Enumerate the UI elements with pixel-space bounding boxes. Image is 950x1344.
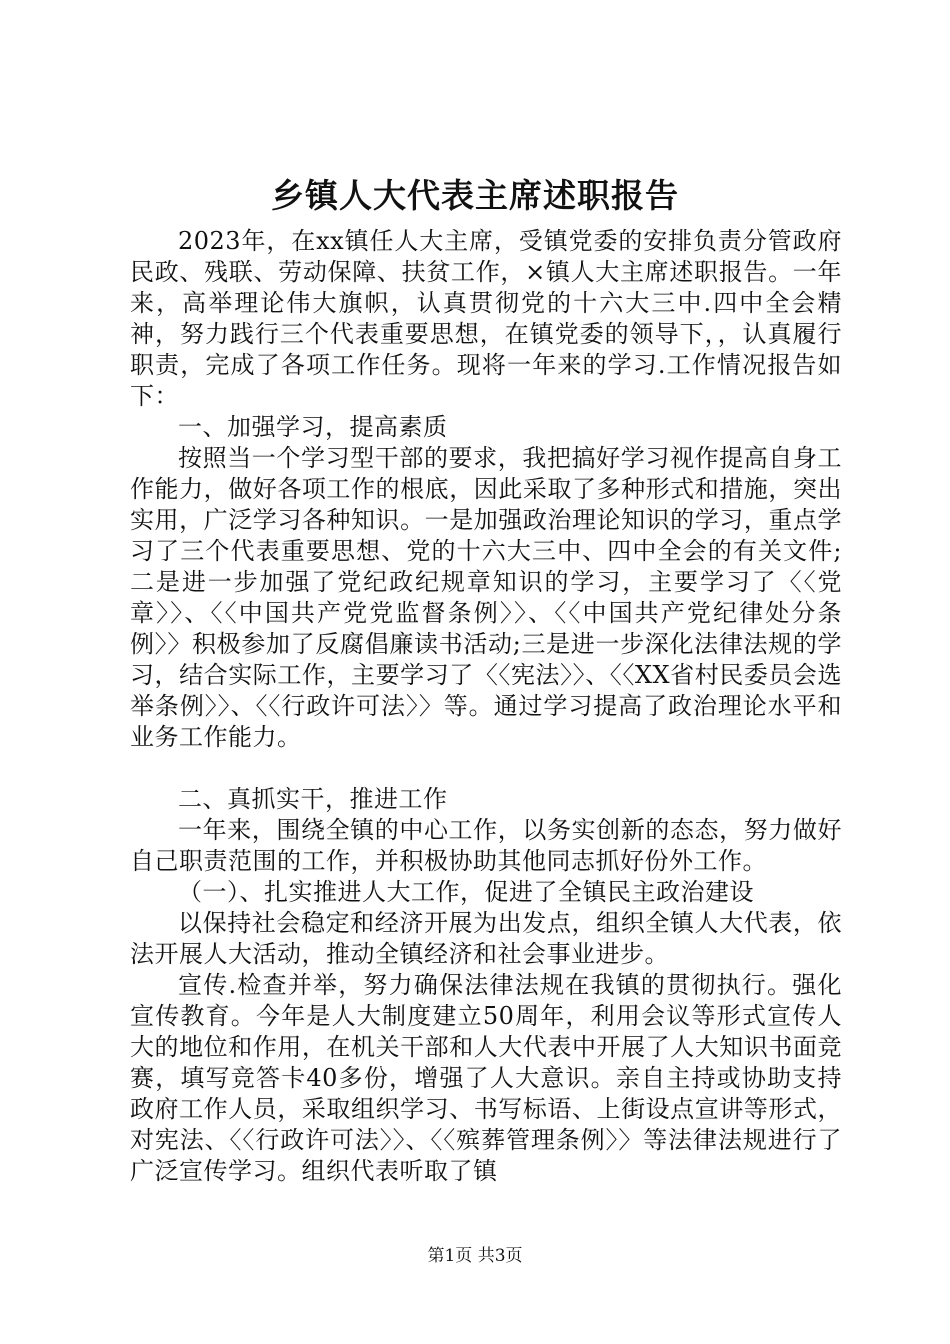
page-number-footer: 第1页 共3页 xyxy=(427,1246,523,1266)
section-heading-1: 一、加强学习，提高素质 xyxy=(178,413,448,441)
study-paragraph: 按照当一个学习型干部的要求，我把搞好学习视作提高自身工作能力，做好各项工作的根底，因此采取了多种形式和措施，突出实用，广泛学习各种知识。一是加强政治理论知识的学习，重点学习了三个代表重要思想、党的十六大三中、四中全会的有关文件;二是进一步加强了党纪政纪规章知识的学习，主要学习了〈〈党章〉〉、〈〈中国共产党党监督条例〉〉、〈〈中国共产党纪律处分条例〉〉积极参加了反腐倡廉读书活动;三是进一步深化法律法规的学习，结合实际工作，主要学习了〈〈宪法〉〉、〈〈XX省村民委员会选举条例〉〉、〈〈行政许可法〉〉等。通过学习提高了政治理论水平和业务工作能力。 xyxy=(130,444,842,751)
blank-line xyxy=(130,753,842,784)
section-heading-2: 二、真抓实干，推进工作 xyxy=(178,785,448,813)
intro-paragraph: 2023年，在xx镇任人大主席，受镇党委的安排负责分管政府民政、残联、劳动保障、扶贫工作，×镇人大主席述职报告。一年来，高举理论伟大旗帜，认真贯彻党的十六大三中.四中全会精神，努力践行三个代表重要思想，在镇党委的领导下，，认真履行职责，完成了各项工作任务。现将一年来的学习.工作情况报告如下： xyxy=(130,227,842,410)
publicity-paragraph: 宣传.检查并举，努力确保法律法规在我镇的贯彻执行。强化宣传教育。今年是人大制度建立50周年，利用会议等形式宣传人大的地位和作用，在机关干部和人大代表中开展了人大知识书面竞赛，填写竞答卡40多份，增强了人大意识。亲自主持或协助支持政府工作人员，采取组织学习、书写标语、上街设点宣讲等形式，对宪法、〈〈行政许可法〉〉、〈〈殡葬管理条例〉〉等法律法规进行了广泛宣传学习。组织代表听取了镇 xyxy=(130,971,842,1185)
subsection-heading-1: （一）、扎实推进人大工作，促进了全镇民主政治建设 xyxy=(178,878,754,906)
document-body xyxy=(130,226,842,1187)
congress-paragraph: 以保持社会稳定和经济开展为出发点，组织全镇人大代表，依法开展人大活动，推动全镇经济和社会事业进步。 xyxy=(130,909,842,968)
work-paragraph: 一年来，围绕全镇的中心工作，以务实创新的态态，努力做好自己职责范围的工作，并积极协助其他同志抓好份外工作。 xyxy=(130,816,842,875)
document-title: 乡镇人大代表主席述职报告 xyxy=(271,176,679,215)
